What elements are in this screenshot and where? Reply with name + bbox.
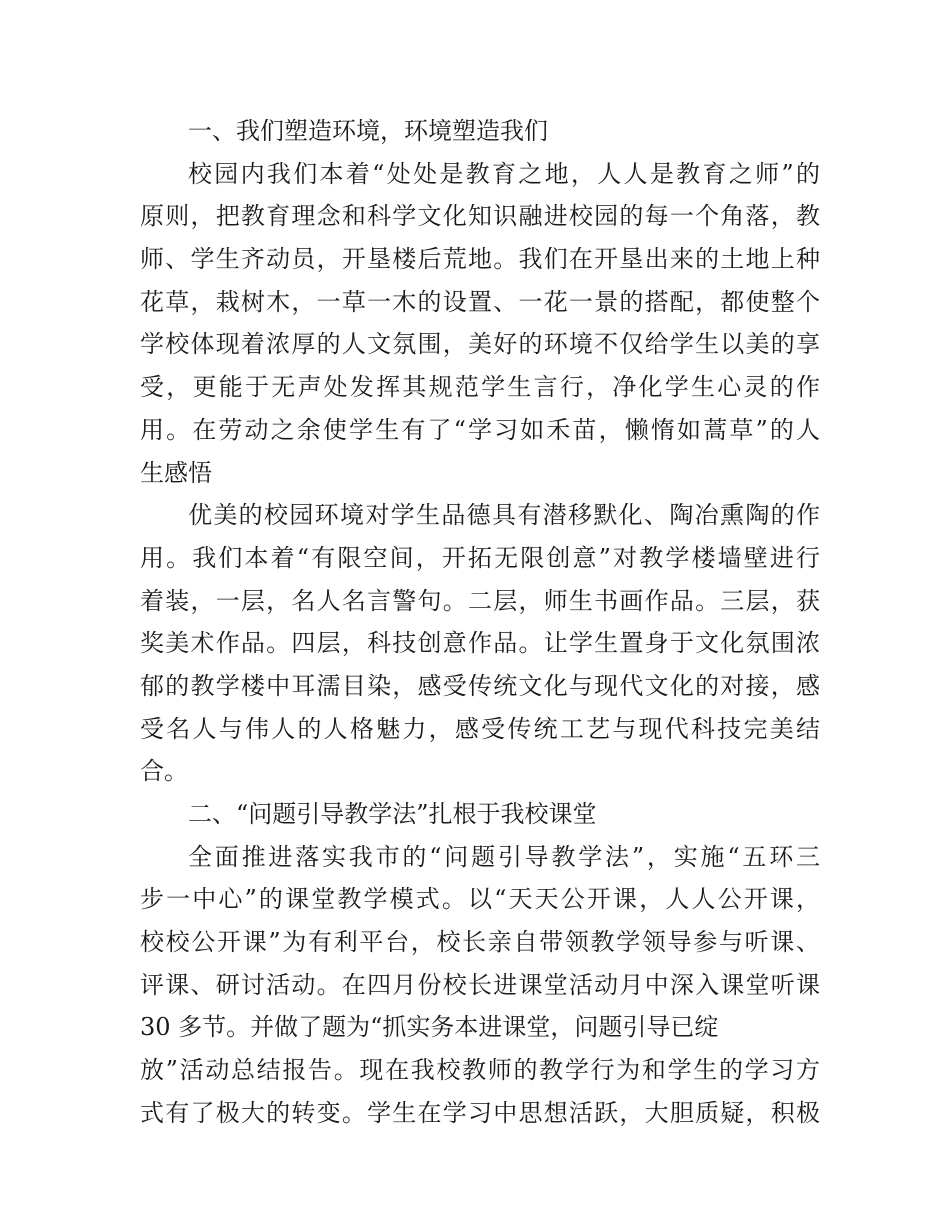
text-line: 郁的教学楼中耳濡目染，感受传统文化与现代文化的对接，感: [140, 671, 820, 700]
text-line: 优美的校园环境对学生品德具有潜移默化、陶冶熏陶的作: [188, 501, 820, 530]
text-line: 一、我们塑造环境，环境塑造我们: [188, 117, 548, 145]
document-body: [140, 110, 820, 1135]
text-line: 二、“问题引导教学法”扎根于我校课堂: [188, 800, 597, 828]
text-line: 着装，一层，名人名言警句。二层，师生书画作品。三层，获: [140, 586, 820, 615]
text-line: 全面推进落实我市的“问题引导教学法”，实施“五环三: [188, 842, 820, 871]
text-line: 师、学生齐动员，开垦楼后荒地。我们在开垦出来的土地上种: [140, 245, 820, 274]
text-line: 生感悟: [140, 458, 212, 487]
text-line: 式有了极大的转变。学生在学习中思想活跃，大胆质疑，积极: [140, 1098, 820, 1127]
text-line: 学校体现着浓厚的人文氛围，美好的环境不仅给学生以美的享: [140, 330, 820, 359]
text-line: 合。: [140, 757, 188, 786]
text-line: 30 多节。并做了题为“抓实务本进课堂，问题引导已绽: [140, 1013, 719, 1042]
text-line: 步一中心”的课堂教学模式。以“天天公开课，人人公开课，: [140, 885, 820, 914]
text-line: 受名人与伟人的人格魅力，感受传统工艺与现代科技完美结: [140, 714, 820, 743]
text-line: 评课、研讨活动。在四月份校长进课堂活动月中深入课堂听课: [140, 970, 820, 999]
text-line: 校校公开课”为有利平台，校长亲自带领教学领导参与听课、: [140, 928, 820, 957]
text-line: 受，更能于无声处发挥其规范学生言行，净化学生心灵的作: [140, 373, 820, 402]
text-line: 原则，把教育理念和科学文化知识融进校园的每一个角落，教: [140, 202, 820, 231]
text-line: 放”活动总结报告。现在我校教师的教学行为和学生的学习方: [140, 1056, 820, 1085]
text-line: 花草，栽树木，一草一木的设置、一花一景的搭配，都使整个: [140, 287, 820, 316]
text-line: 用。在劳动之余使学生有了“学习如禾苗，懒惰如蒿草”的人: [140, 415, 820, 444]
text-line: 校园内我们本着“处处是教育之地，人人是教育之师”的: [188, 159, 820, 188]
text-line: 用。我们本着“有限空间，开拓无限创意”对教学楼墙壁进行: [140, 543, 820, 572]
text-line: 奖美术作品。四层，科技创意作品。让学生置身于文化氛围浓: [140, 629, 820, 658]
